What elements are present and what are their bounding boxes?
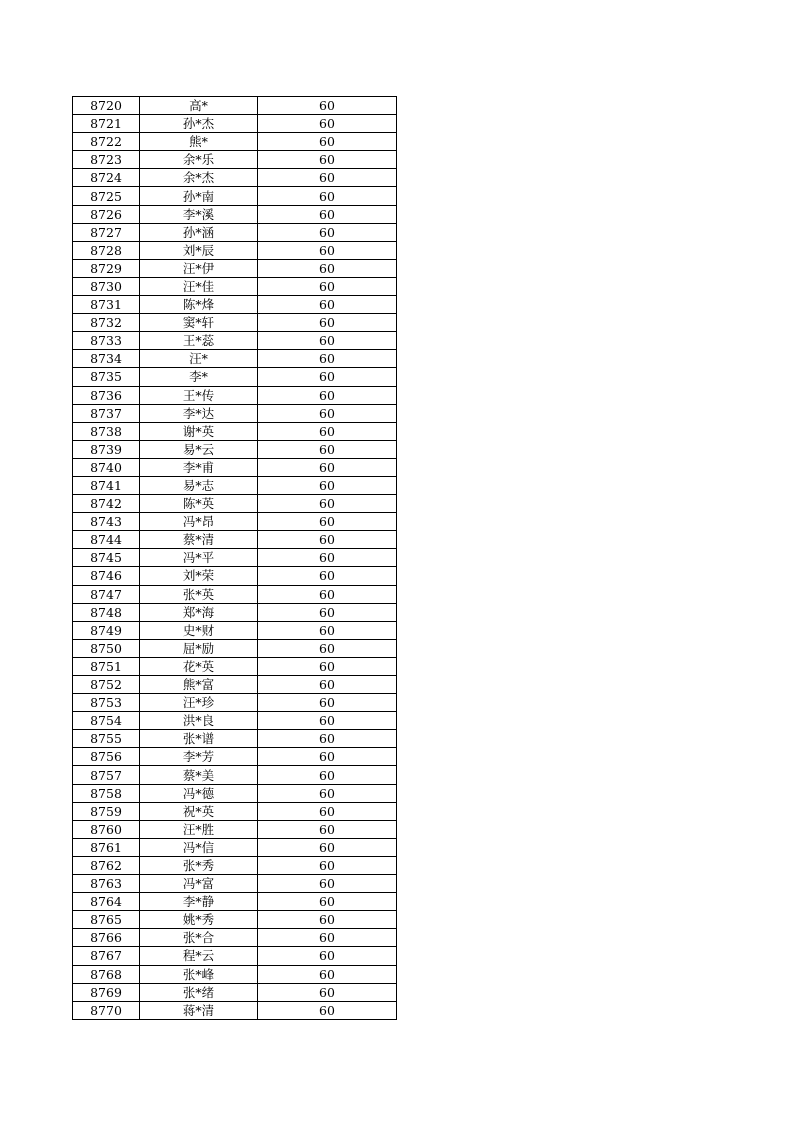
- table-row: [73, 169, 397, 187]
- score-cell: 60: [258, 676, 397, 694]
- name-cell: 张*绪: [140, 983, 258, 1001]
- table-row: [73, 585, 397, 603]
- record-id-cell: 8728: [73, 241, 140, 259]
- record-id-cell: 8756: [73, 748, 140, 766]
- record-id-cell: 8743: [73, 513, 140, 531]
- score-cell: 60: [258, 585, 397, 603]
- name-cell: 易*志: [140, 476, 258, 494]
- record-id-cell: 8738: [73, 422, 140, 440]
- score-cell: 60: [258, 856, 397, 874]
- score-cell: 60: [258, 784, 397, 802]
- record-id-cell: 8730: [73, 277, 140, 295]
- name-cell: 汪*珍: [140, 694, 258, 712]
- score-cell: 60: [258, 965, 397, 983]
- score-cell: 60: [258, 875, 397, 893]
- name-cell: 李*甫: [140, 458, 258, 476]
- record-id-cell: 8727: [73, 223, 140, 241]
- table-row: [73, 277, 397, 295]
- score-cell: 60: [258, 97, 397, 115]
- table-row: [73, 151, 397, 169]
- table-row: [73, 223, 397, 241]
- score-cell: 60: [258, 332, 397, 350]
- record-id-cell: 8749: [73, 621, 140, 639]
- record-id-cell: 8763: [73, 875, 140, 893]
- name-cell: 孙*南: [140, 187, 258, 205]
- score-cell: 60: [258, 712, 397, 730]
- name-cell: 郑*海: [140, 603, 258, 621]
- table-row: [73, 893, 397, 911]
- score-cell: 60: [258, 277, 397, 295]
- record-id-cell: 8755: [73, 730, 140, 748]
- name-cell: 李*: [140, 368, 258, 386]
- score-cell: 60: [258, 983, 397, 1001]
- name-cell: 冯*信: [140, 838, 258, 856]
- score-cell: 60: [258, 296, 397, 314]
- table-row: [73, 259, 397, 277]
- record-id-cell: 8722: [73, 133, 140, 151]
- table-row: [73, 495, 397, 513]
- score-cell: 60: [258, 133, 397, 151]
- table-row: [73, 440, 397, 458]
- record-id-cell: 8735: [73, 368, 140, 386]
- table-row: [73, 549, 397, 567]
- name-cell: 汪*伊: [140, 259, 258, 277]
- score-cell: 60: [258, 820, 397, 838]
- name-cell: 谢*英: [140, 422, 258, 440]
- record-id-cell: 8758: [73, 784, 140, 802]
- table-row: [73, 766, 397, 784]
- table-row: [73, 965, 397, 983]
- name-cell: 冯*德: [140, 784, 258, 802]
- name-cell: 李*静: [140, 893, 258, 911]
- table-row: [73, 603, 397, 621]
- name-cell: 王*传: [140, 386, 258, 404]
- name-cell: 冯*平: [140, 549, 258, 567]
- score-cell: 60: [258, 730, 397, 748]
- table-row: [73, 567, 397, 585]
- table-row: [73, 730, 397, 748]
- record-id-cell: 8737: [73, 404, 140, 422]
- table-row: [73, 115, 397, 133]
- record-id-cell: 8753: [73, 694, 140, 712]
- score-cell: 60: [258, 368, 397, 386]
- score-cell: 60: [258, 115, 397, 133]
- score-cell: 60: [258, 187, 397, 205]
- name-cell: 张*峰: [140, 965, 258, 983]
- table-row: [73, 187, 397, 205]
- score-cell: 60: [258, 223, 397, 241]
- record-id-cell: 8732: [73, 314, 140, 332]
- name-cell: 张*英: [140, 585, 258, 603]
- table-row: [73, 531, 397, 549]
- table-row: [73, 241, 397, 259]
- record-id-cell: 8746: [73, 567, 140, 585]
- table-row: [73, 1001, 397, 1019]
- score-cell: 60: [258, 549, 397, 567]
- name-cell: 陈*英: [140, 495, 258, 513]
- score-cell: 60: [258, 639, 397, 657]
- score-cell: 60: [258, 151, 397, 169]
- record-id-cell: 8752: [73, 676, 140, 694]
- table-row: [73, 386, 397, 404]
- name-cell: 蒋*清: [140, 1001, 258, 1019]
- name-cell: 屈*励: [140, 639, 258, 657]
- table-row: [73, 639, 397, 657]
- record-id-cell: 8748: [73, 603, 140, 621]
- record-id-cell: 8726: [73, 205, 140, 223]
- score-cell: 60: [258, 169, 397, 187]
- name-cell: 李*溪: [140, 205, 258, 223]
- score-cell: 60: [258, 259, 397, 277]
- name-cell: 熊*: [140, 133, 258, 151]
- score-cell: 60: [258, 1001, 397, 1019]
- record-id-cell: 8729: [73, 259, 140, 277]
- name-cell: 汪*佳: [140, 277, 258, 295]
- table-row: [73, 422, 397, 440]
- score-cell: 60: [258, 802, 397, 820]
- score-cell: 60: [258, 386, 397, 404]
- table-row: [73, 820, 397, 838]
- record-id-cell: 8770: [73, 1001, 140, 1019]
- name-cell: 王*蕊: [140, 332, 258, 350]
- record-id-cell: 8759: [73, 802, 140, 820]
- record-id-cell: 8757: [73, 766, 140, 784]
- name-cell: 汪*胜: [140, 820, 258, 838]
- score-cell: 60: [258, 241, 397, 259]
- score-cell: 60: [258, 657, 397, 675]
- record-id-cell: 8731: [73, 296, 140, 314]
- table-row: [73, 350, 397, 368]
- record-id-cell: 8742: [73, 495, 140, 513]
- table-row: [73, 133, 397, 151]
- name-cell: 姚*秀: [140, 911, 258, 929]
- name-cell: 洪*良: [140, 712, 258, 730]
- table-row: [73, 838, 397, 856]
- record-id-cell: 8745: [73, 549, 140, 567]
- name-cell: 祝*英: [140, 802, 258, 820]
- name-cell: 蔡*美: [140, 766, 258, 784]
- record-id-cell: 8744: [73, 531, 140, 549]
- name-cell: 余*乐: [140, 151, 258, 169]
- record-id-cell: 8769: [73, 983, 140, 1001]
- score-cell: 60: [258, 893, 397, 911]
- name-cell: 史*财: [140, 621, 258, 639]
- record-id-cell: 8768: [73, 965, 140, 983]
- name-cell: 高*: [140, 97, 258, 115]
- table-row: [73, 404, 397, 422]
- score-cell: 60: [258, 838, 397, 856]
- table-row: [73, 712, 397, 730]
- score-cell: 60: [258, 440, 397, 458]
- name-cell: 熊*富: [140, 676, 258, 694]
- score-cell: 60: [258, 314, 397, 332]
- name-cell: 冯*富: [140, 875, 258, 893]
- record-id-cell: 8764: [73, 893, 140, 911]
- name-cell: 张*合: [140, 929, 258, 947]
- score-cell: 60: [258, 531, 397, 549]
- record-id-cell: 8754: [73, 712, 140, 730]
- record-id-cell: 8762: [73, 856, 140, 874]
- record-id-cell: 8766: [73, 929, 140, 947]
- name-cell: 陈*烽: [140, 296, 258, 314]
- table-row: [73, 784, 397, 802]
- score-cell: 60: [258, 458, 397, 476]
- table-row: [73, 621, 397, 639]
- records-table-body: [73, 97, 397, 1020]
- table-row: [73, 476, 397, 494]
- record-id-cell: 8765: [73, 911, 140, 929]
- table-row: [73, 676, 397, 694]
- record-id-cell: 8750: [73, 639, 140, 657]
- record-id-cell: 8747: [73, 585, 140, 603]
- table-row: [73, 513, 397, 531]
- table-row: [73, 802, 397, 820]
- records-table: [72, 96, 397, 1020]
- table-row: [73, 296, 397, 314]
- name-cell: 冯*昂: [140, 513, 258, 531]
- record-id-cell: 8720: [73, 97, 140, 115]
- score-cell: 60: [258, 513, 397, 531]
- score-cell: 60: [258, 350, 397, 368]
- name-cell: 李*芳: [140, 748, 258, 766]
- table-row: [73, 314, 397, 332]
- table-row: [73, 983, 397, 1001]
- record-id-cell: 8739: [73, 440, 140, 458]
- name-cell: 汪*: [140, 350, 258, 368]
- name-cell: 张*秀: [140, 856, 258, 874]
- record-id-cell: 8736: [73, 386, 140, 404]
- table-row: [73, 911, 397, 929]
- table-row: [73, 947, 397, 965]
- name-cell: 花*英: [140, 657, 258, 675]
- score-cell: 60: [258, 766, 397, 784]
- record-id-cell: 8761: [73, 838, 140, 856]
- record-id-cell: 8741: [73, 476, 140, 494]
- table-row: [73, 929, 397, 947]
- table-row: [73, 856, 397, 874]
- score-cell: 60: [258, 621, 397, 639]
- table-row: [73, 748, 397, 766]
- name-cell: 李*达: [140, 404, 258, 422]
- record-id-cell: 8725: [73, 187, 140, 205]
- score-cell: 60: [258, 947, 397, 965]
- table-row: [73, 368, 397, 386]
- score-cell: 60: [258, 567, 397, 585]
- table-row: [73, 458, 397, 476]
- record-id-cell: 8721: [73, 115, 140, 133]
- record-id-cell: 8767: [73, 947, 140, 965]
- name-cell: 窦*轩: [140, 314, 258, 332]
- record-id-cell: 8760: [73, 820, 140, 838]
- name-cell: 蔡*清: [140, 531, 258, 549]
- table-row: [73, 694, 397, 712]
- score-cell: 60: [258, 476, 397, 494]
- name-cell: 刘*辰: [140, 241, 258, 259]
- record-id-cell: 8723: [73, 151, 140, 169]
- score-cell: 60: [258, 404, 397, 422]
- record-id-cell: 8733: [73, 332, 140, 350]
- table-row: [73, 332, 397, 350]
- record-id-cell: 8724: [73, 169, 140, 187]
- record-id-cell: 8734: [73, 350, 140, 368]
- table-row: [73, 205, 397, 223]
- record-id-cell: 8740: [73, 458, 140, 476]
- score-cell: 60: [258, 748, 397, 766]
- score-cell: 60: [258, 694, 397, 712]
- name-cell: 刘*荣: [140, 567, 258, 585]
- name-cell: 程*云: [140, 947, 258, 965]
- name-cell: 孙*杰: [140, 115, 258, 133]
- score-cell: 60: [258, 929, 397, 947]
- table-row: [73, 97, 397, 115]
- table-row: [73, 875, 397, 893]
- score-cell: 60: [258, 205, 397, 223]
- score-cell: 60: [258, 911, 397, 929]
- record-id-cell: 8751: [73, 657, 140, 675]
- name-cell: 孙*涵: [140, 223, 258, 241]
- table-row: [73, 657, 397, 675]
- score-cell: 60: [258, 603, 397, 621]
- name-cell: 余*杰: [140, 169, 258, 187]
- name-cell: 易*云: [140, 440, 258, 458]
- score-cell: 60: [258, 495, 397, 513]
- score-cell: 60: [258, 422, 397, 440]
- name-cell: 张*谱: [140, 730, 258, 748]
